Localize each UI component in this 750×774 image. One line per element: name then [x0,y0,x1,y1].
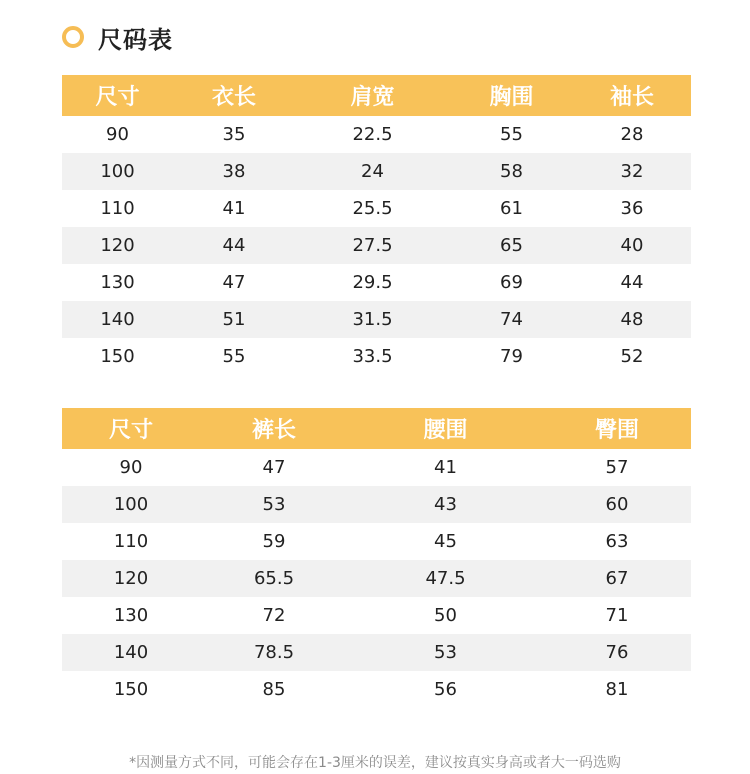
table-row [62,338,691,375]
table-cell: 110 [113,531,149,552]
table-cell: 120 [62,227,173,264]
table-cell: 24 [295,153,450,190]
table-cell: 63 [605,531,629,552]
table-row [62,634,691,671]
table-cell: 43 [348,486,543,523]
table-cell: 58 [450,153,573,190]
top-size-table [62,75,691,375]
table-row [62,523,691,560]
table-cell: 51 [173,301,295,338]
column-header: 臀围 [543,408,691,449]
table-cell: 29.5 [352,272,393,293]
circle-bullet-icon [62,26,84,48]
table-cell: 25.5 [352,198,393,219]
table-cell: 76 [543,634,691,671]
table-cell: 33.5 [352,346,393,367]
table-cell: 55 [500,124,523,145]
column-header: 裤长 [200,408,348,449]
table-cell: 150 [113,679,149,700]
table-cell: 79 [500,346,523,367]
table-cell: 32 [573,153,691,190]
table-row [62,486,691,523]
table-row [62,153,691,190]
table-cell: 22.5 [352,124,393,145]
table-cell: 41 [434,457,457,478]
table-cell: 47 [262,457,286,478]
table-cell: 72 [262,605,286,626]
table-cell: 140 [62,301,173,338]
table-cell: 100 [62,486,200,523]
table-cell: 81 [605,679,629,700]
table-cell: 57 [605,457,629,478]
table-row [62,560,691,597]
table-row [62,116,691,153]
column-header: 尺寸 [62,75,173,116]
table-cell: 38 [173,153,295,190]
table-cell: 47 [222,272,246,293]
table-cell: 41 [222,198,246,219]
table-cell: 47.5 [348,560,543,597]
table-cell: 140 [62,634,200,671]
column-header: 肩宽 [295,75,450,116]
table-cell: 71 [605,605,629,626]
table-cell: 48 [573,301,691,338]
table-cell: 55 [222,346,246,367]
table-row [62,597,691,634]
table-cell: 56 [434,679,457,700]
table-cell: 65.5 [200,560,348,597]
table-cell: 28 [620,124,644,145]
table-row [62,227,691,264]
table-cell: 78.5 [200,634,348,671]
table-cell: 150 [100,346,135,367]
table-cell: 67 [543,560,691,597]
table-header-row [62,75,691,116]
table-row [62,449,691,486]
column-header: 衣长 [173,75,295,116]
table-cell: 36 [620,198,644,219]
table-cell: 53 [348,634,543,671]
table-cell: 60 [543,486,691,523]
table-cell: 44 [620,272,644,293]
page-title: 尺码表 [98,25,173,54]
table-row [62,190,691,227]
table-cell: 110 [100,198,135,219]
table-cell: 85 [262,679,286,700]
title-row [62,20,173,54]
table-header-row [62,408,691,449]
table-cell: 31.5 [295,301,450,338]
table-cell: 44 [173,227,295,264]
table-cell: 50 [434,605,457,626]
table-cell: 90 [106,124,129,145]
table-cell: 74 [450,301,573,338]
table-cell: 53 [200,486,348,523]
table-cell: 130 [113,605,149,626]
table-cell: 120 [62,560,200,597]
table-row [62,671,691,708]
table-row [62,264,691,301]
table-cell: 59 [262,531,286,552]
table-cell: 100 [62,153,173,190]
table-cell: 90 [119,457,143,478]
column-header: 尺寸 [62,408,200,449]
table-row [62,301,691,338]
table-cell: 61 [500,198,523,219]
table-cell: 69 [500,272,523,293]
table-cell: 45 [434,531,457,552]
measurement-note: *因测量方式不同，可能会存在1-3厘米的误差，建议按真实身高或者大一码选购 [129,755,621,771]
bottom-size-table [62,408,691,708]
table-cell: 130 [100,272,135,293]
column-header: 袖长 [573,75,691,116]
table-cell: 52 [620,346,644,367]
table-cell: 65 [450,227,573,264]
table-cell: 35 [222,124,246,145]
column-header: 腰围 [348,408,543,449]
table-cell: 27.5 [295,227,450,264]
table-cell: 40 [573,227,691,264]
column-header: 胸围 [450,75,573,116]
